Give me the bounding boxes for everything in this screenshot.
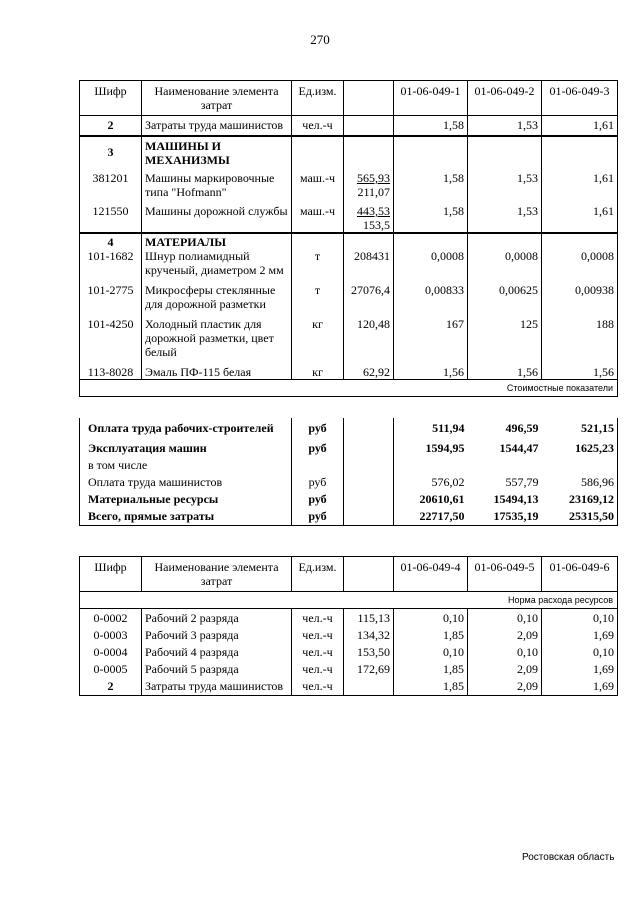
cost-unit: руб	[292, 506, 344, 526]
norm-section-label: Норма расхода ресурсов	[80, 592, 618, 609]
row-code: 0-0004	[80, 645, 142, 662]
row-value-2: 2,09	[468, 679, 542, 696]
row-unit: чел.-ч	[292, 628, 344, 645]
empty-cell	[344, 435, 394, 455]
table-row	[80, 171, 618, 204]
table-header	[80, 557, 618, 592]
cost-name: Оплата труда машинистов	[80, 472, 292, 489]
header-price	[344, 557, 394, 592]
table-header	[80, 81, 618, 116]
row-price: 115,13	[344, 609, 394, 629]
section-row-machines	[80, 136, 618, 171]
row-value-1: 1,56	[394, 365, 468, 380]
header-col3: 01-06-049-6	[542, 557, 618, 592]
row-unit: чел.-ч	[292, 662, 344, 679]
cost-value-2: 496,59	[505, 421, 539, 435]
row-unit: чел.-ч	[292, 116, 344, 137]
cost-name: в том числе	[80, 455, 292, 472]
row-name: Рабочий 3 разряда	[142, 628, 292, 645]
row-value-1: 0,10	[394, 609, 468, 629]
price-wage: 153,5	[363, 218, 390, 232]
row-unit: кг	[292, 365, 344, 380]
empty-cell	[292, 233, 344, 249]
row-price	[344, 171, 394, 204]
row-value-3: 188	[542, 317, 618, 365]
row-value-2: 1,53	[468, 116, 542, 137]
section-row-materials	[80, 233, 618, 249]
cost-value-3: 23169,12	[569, 492, 614, 506]
table-row	[80, 317, 618, 365]
row-value-3: 0,10	[542, 645, 618, 662]
header-code: Шифр	[80, 557, 142, 592]
row-value-1: 0,10	[394, 645, 468, 662]
table-row	[80, 204, 618, 233]
row-value-3: 1,69	[542, 679, 618, 696]
section-title: МАТЕРИАЛЫ	[142, 233, 292, 249]
price-wage: 211,07	[357, 185, 390, 199]
cost-name: Эксплуатация машин	[80, 435, 292, 455]
cost-value-3	[542, 455, 618, 472]
cost-unit: руб	[292, 489, 344, 506]
row-unit: маш.-ч	[292, 204, 344, 233]
table-row	[80, 365, 618, 380]
empty-cell	[394, 136, 468, 171]
row-value-3: 1,56	[542, 365, 618, 380]
cost-separator	[80, 380, 618, 397]
row-value-1: 1,85	[394, 662, 468, 679]
empty-cell	[292, 136, 344, 171]
resource-table-1	[79, 80, 618, 397]
row-value-3: 0,00938	[542, 283, 618, 317]
cost-value-2: 1544,47	[499, 441, 539, 455]
row-value-2: 125	[468, 317, 542, 365]
row-price: 153,50	[344, 645, 394, 662]
row-code: 0-0002	[80, 609, 142, 629]
row-name: Шнур полиамидный крученый, диаметром 2 мм	[142, 249, 292, 283]
empty-cell	[344, 455, 394, 472]
row-value-1: 1,58	[394, 171, 468, 204]
row-value-2: 0,0008	[468, 249, 542, 283]
row-price	[344, 679, 394, 696]
row-code: 101-2775	[80, 283, 142, 317]
row-unit: т	[292, 249, 344, 283]
cost-value-1	[394, 455, 468, 472]
row-value-1: 1,58	[394, 204, 468, 233]
row-value-2: 0,10	[468, 645, 542, 662]
empty-cell	[468, 233, 542, 249]
row-value-3: 0,10	[542, 609, 618, 629]
cost-value-1: 22717,50	[419, 509, 465, 523]
row-unit: чел.-ч	[292, 679, 344, 696]
row-price: 27076,4	[344, 283, 394, 317]
table-row	[80, 249, 618, 283]
row-code: 2	[80, 679, 142, 696]
header-unit: Ед.изм.	[292, 557, 344, 592]
region-footer: Ростовская область	[522, 852, 615, 863]
row-name: Затраты труда машинистов	[142, 116, 292, 137]
row-value-3: 1,69	[542, 628, 618, 645]
row-code: 113-8028	[80, 365, 142, 380]
table-row	[80, 679, 618, 696]
row-value-1: 0,00833	[394, 283, 468, 317]
row-code: 121550	[80, 204, 142, 233]
empty-cell	[394, 233, 468, 249]
price-base: 565,93	[357, 171, 390, 185]
table-row	[80, 609, 618, 629]
row-name: Машины дорожной службы	[142, 204, 292, 233]
row-code: 101-1682	[80, 249, 142, 283]
empty-cell	[344, 233, 394, 249]
cost-value-3: 521,15	[581, 421, 614, 435]
empty-cell	[344, 506, 394, 526]
row-unit: чел.-ч	[292, 645, 344, 662]
cost-section-label: Стоимостные показатели	[80, 380, 618, 397]
table-row	[80, 116, 618, 137]
row-name: Затраты труда машинистов	[142, 679, 292, 696]
cost-name: Оплата труда рабочих-строителей	[80, 418, 292, 435]
row-price	[344, 116, 394, 137]
cost-unit	[292, 455, 344, 472]
row-value-3: 0,0008	[542, 249, 618, 283]
cost-value-3: 1625,23	[575, 441, 614, 455]
row-value-2: 2,09	[468, 628, 542, 645]
row-value-3: 1,69	[542, 662, 618, 679]
header-col2: 01-06-049-5	[468, 557, 542, 592]
cost-row	[80, 506, 618, 526]
cost-row	[80, 472, 618, 489]
section-code: 4	[80, 233, 142, 249]
header-code: Шифр	[80, 81, 142, 116]
cost-row	[80, 455, 618, 472]
row-price: 208431	[344, 249, 394, 283]
row-price: 172,69	[344, 662, 394, 679]
row-value-2: 0,10	[468, 609, 542, 629]
norm-separator	[80, 592, 618, 609]
row-unit: чел.-ч	[292, 609, 344, 629]
header-col2: 01-06-049-2	[468, 81, 542, 116]
cost-value-1: 20610,61	[419, 492, 465, 506]
row-code: 0-0003	[80, 628, 142, 645]
row-unit: маш.-ч	[292, 171, 344, 204]
row-value-1: 167	[394, 317, 468, 365]
row-price	[344, 204, 394, 233]
empty-cell	[344, 418, 394, 435]
header-col1: 01-06-049-1	[394, 81, 468, 116]
header-name: Наименование элемента затрат	[142, 81, 292, 116]
cost-value-2: 17535,19	[493, 509, 539, 523]
row-value-1: 1,85	[394, 628, 468, 645]
table-row	[80, 662, 618, 679]
row-value-1: 1,85	[394, 679, 468, 696]
empty-cell	[344, 136, 394, 171]
row-name: Микросферы стеклянные для дорожной разметки	[142, 283, 292, 317]
cost-unit: руб	[292, 472, 344, 489]
row-price: 134,32	[344, 628, 394, 645]
empty-cell	[542, 233, 618, 249]
row-name: Рабочий 5 разряда	[142, 662, 292, 679]
row-price: 120,48	[344, 317, 394, 365]
row-value-3: 1,61	[542, 204, 618, 233]
header-name: Наименование элемента затрат	[142, 557, 292, 592]
cost-row	[80, 418, 618, 435]
empty-cell	[468, 136, 542, 171]
header-col3: 01-06-049-3	[542, 81, 618, 116]
row-code: 2	[80, 116, 142, 137]
row-name: Рабочий 2 разряда	[142, 609, 292, 629]
row-value-2: 1,53	[468, 171, 542, 204]
row-unit: кг	[292, 317, 344, 365]
cost-value-2: 15494,13	[493, 492, 539, 506]
row-value-1: 1,58	[394, 116, 468, 137]
resource-table-2	[79, 556, 618, 696]
cost-value-1: 511,94	[432, 421, 465, 435]
cost-name: Всего, прямые затраты	[80, 506, 292, 526]
table-row	[80, 628, 618, 645]
row-name: Холодный пластик для дорожной разметки, цвет белый	[142, 317, 292, 365]
row-code: 0-0005	[80, 662, 142, 679]
row-value-2: 1,53	[468, 204, 542, 233]
cost-row	[80, 435, 618, 455]
page-number: 270	[310, 32, 330, 47]
cost-value-2: 557,79	[505, 475, 539, 489]
empty-cell	[344, 489, 394, 506]
row-price: 62,92	[344, 365, 394, 380]
cost-row	[80, 489, 618, 506]
table-row	[80, 645, 618, 662]
row-value-3: 1,61	[542, 116, 618, 137]
cost-name: Материальные ресурсы	[80, 489, 292, 506]
cost-value-1: 576,02	[431, 475, 465, 489]
row-code: 101-4250	[80, 317, 142, 365]
cost-value-3: 25315,50	[569, 509, 614, 523]
row-value-1: 0,0008	[394, 249, 468, 283]
cost-indicators-table	[79, 418, 618, 526]
cost-value-2	[468, 455, 542, 472]
row-name: Эмаль ПФ-115 белая	[142, 365, 292, 380]
row-code: 381201	[80, 171, 142, 204]
row-value-3: 1,61	[542, 171, 618, 204]
row-unit: т	[292, 283, 344, 317]
header-col1: 01-06-049-4	[394, 557, 468, 592]
empty-cell	[344, 472, 394, 489]
header-unit: Ед.изм.	[292, 81, 344, 116]
cost-value-3: 586,96	[581, 475, 614, 489]
cost-unit: руб	[292, 418, 344, 435]
price-base: 443,53	[357, 204, 390, 218]
row-value-2: 2,09	[468, 662, 542, 679]
row-name: Рабочий 4 разряда	[142, 645, 292, 662]
row-value-2: 0,00625	[468, 283, 542, 317]
row-value-2: 1,56	[468, 365, 542, 380]
section-title: МАШИНЫ И МЕХАНИЗМЫ	[142, 136, 292, 171]
empty-cell	[542, 136, 618, 171]
row-name: Машины маркировочные типа "Hofmann"	[142, 171, 292, 204]
header-price	[344, 81, 394, 116]
table-row	[80, 283, 618, 317]
section-code: 3	[80, 136, 142, 171]
cost-value-1: 1594,95	[425, 441, 465, 455]
cost-unit: руб	[292, 435, 344, 455]
